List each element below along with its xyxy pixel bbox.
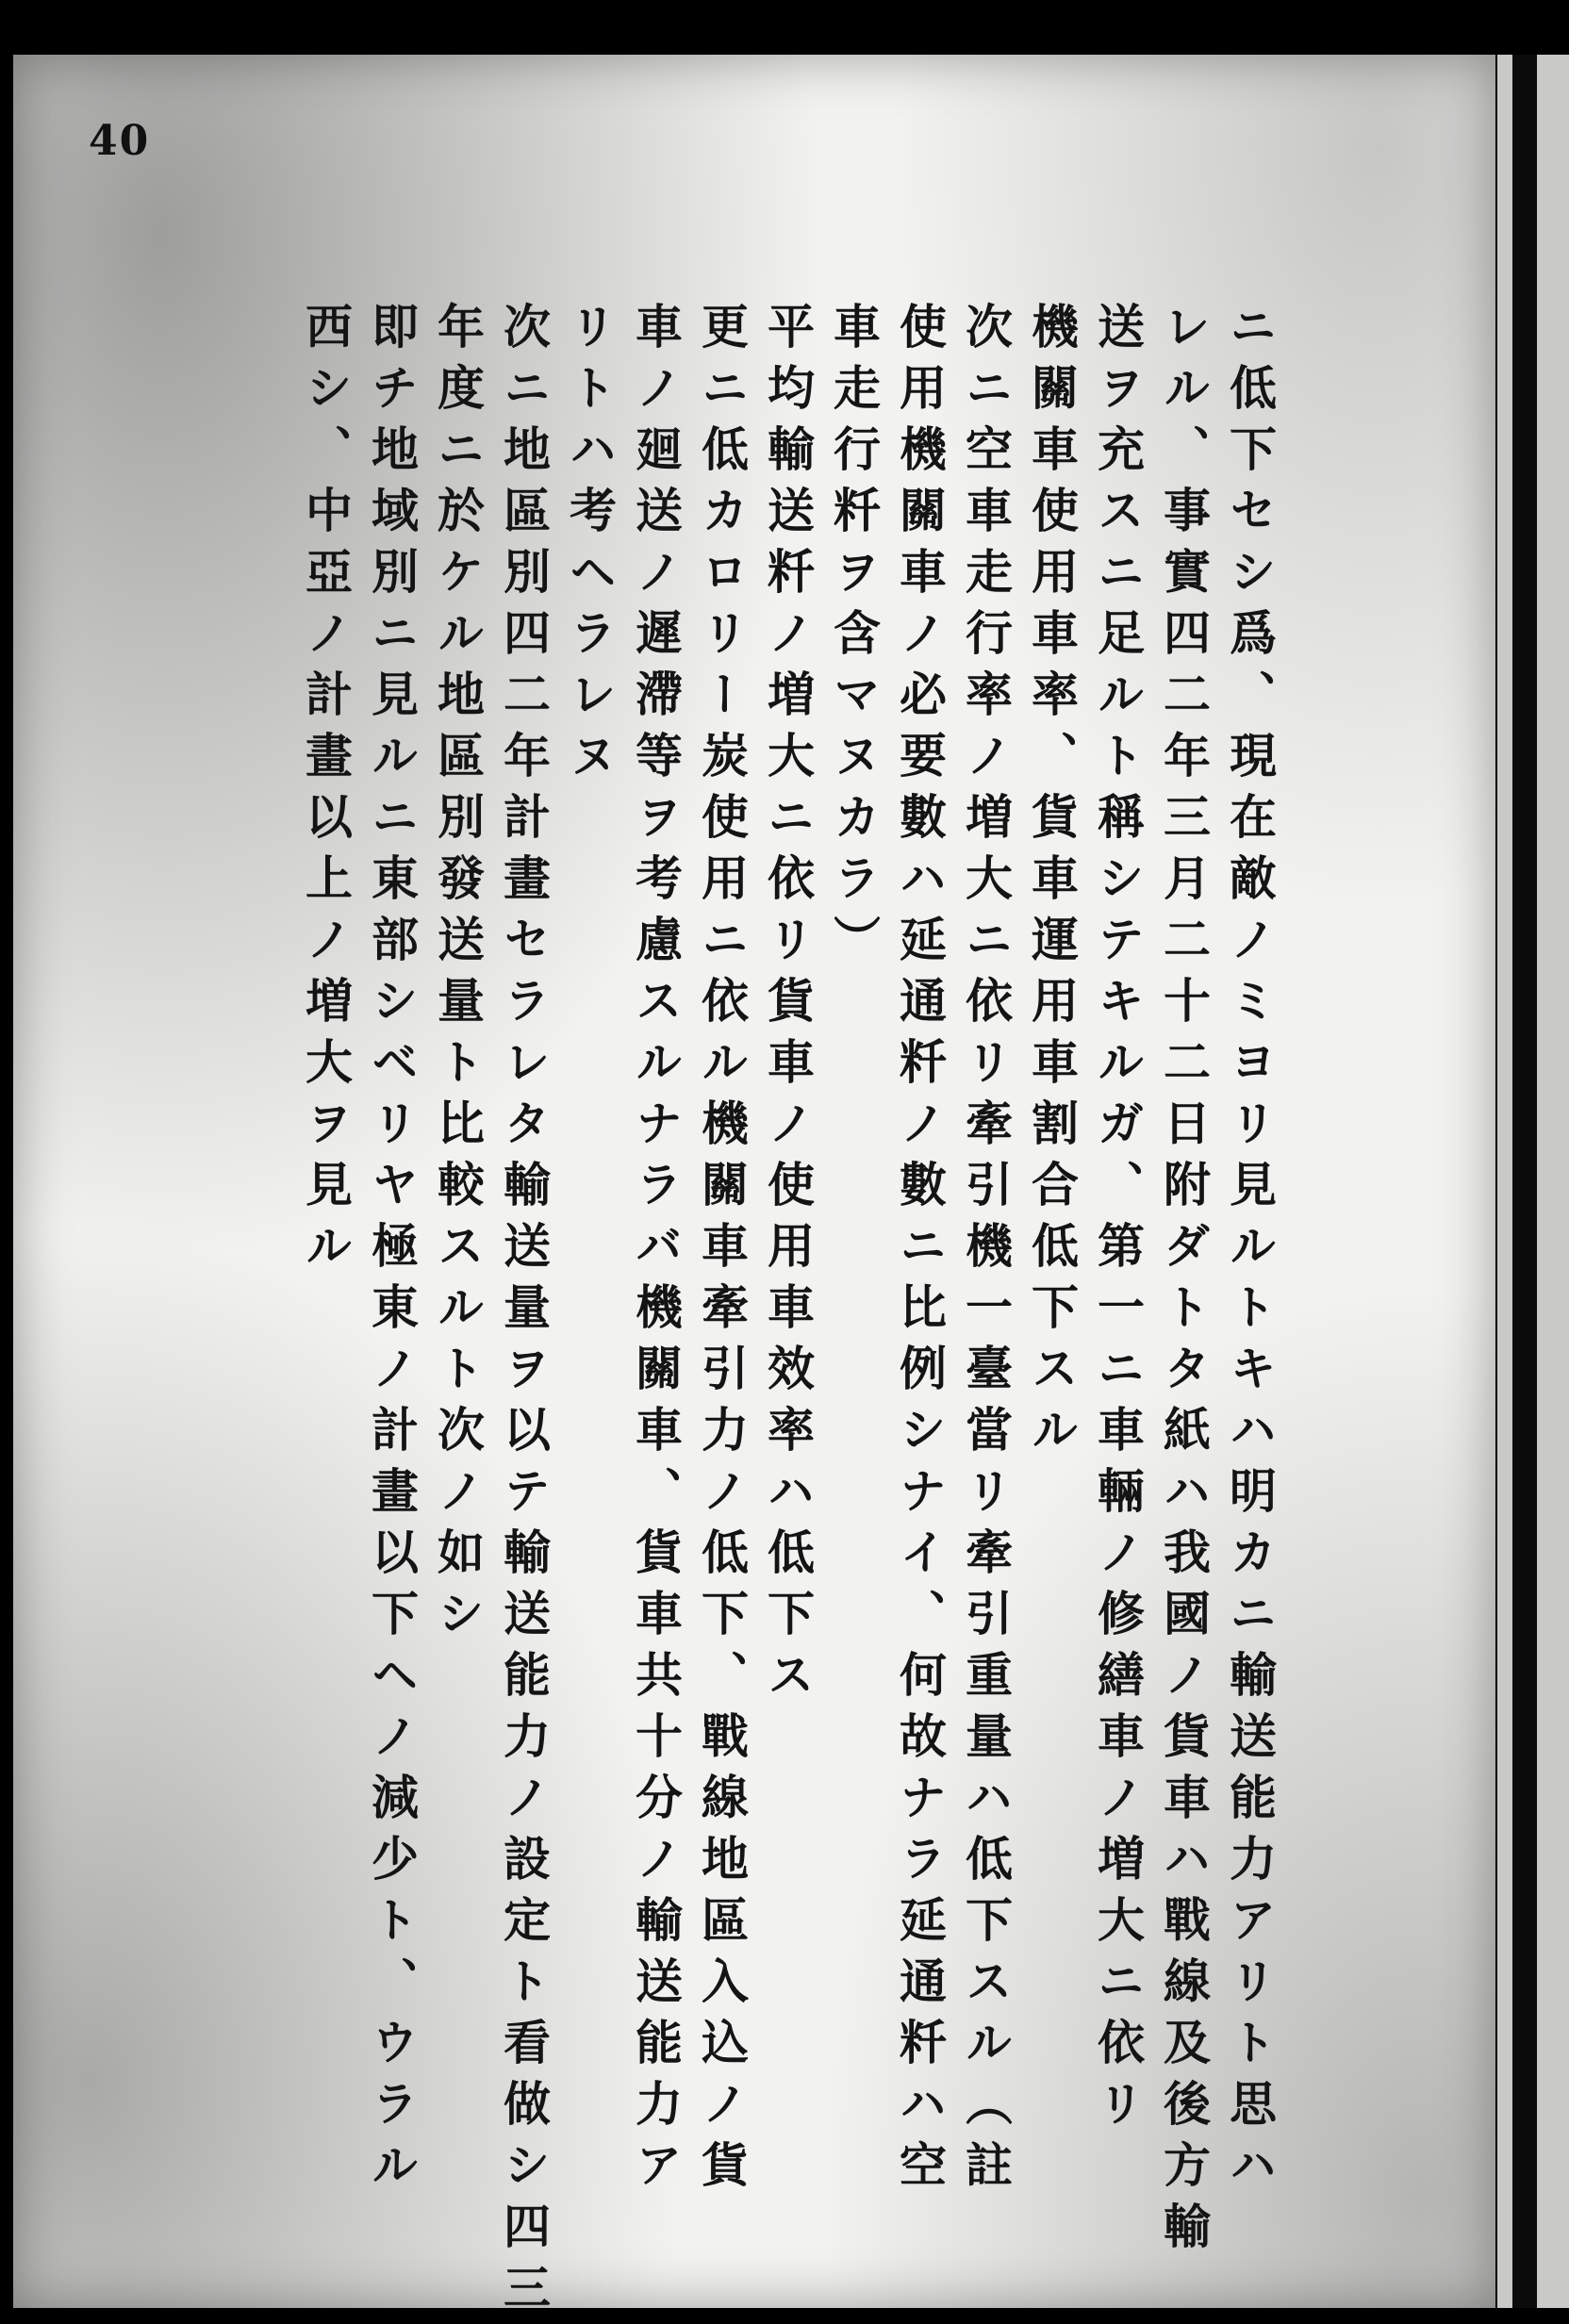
text-column-12: 次ニ地區別四二年計畫セラレタ輸送量ヲ以テ輸送能力ノ設定ト看做シ四三 — [496, 302, 552, 2324]
text-column-6: 使用機關車ノ必要數ハ延通粁ノ數ニ比例シナイ、何故ナラ延通粁ハ空 — [892, 302, 948, 2201]
text-column-7: 車走行粁ヲ含マヌカラ） — [826, 302, 882, 976]
text-column-8: 平均輸送粁ノ増大ニ依リ貨車ノ使用車效率ハ低下ス — [760, 302, 816, 1711]
page-number: 40 — [89, 117, 151, 165]
text-column-5: 次ニ空車走行率ノ増大ニ依リ牽引機一臺當リ牽引重量ハ低下スル（註 — [958, 302, 1014, 2201]
text-column-4: 機關車使用車率、貨車運用車割合低下スル — [1024, 302, 1080, 1466]
text-column-2: レル、事實四二年三月二十二日附ダトタ紙ハ我國ノ貨車ハ戰線及後方輸 — [1156, 302, 1212, 2263]
vertical-text-body — [179, 302, 1282, 2324]
text-column-11: リトハ考ヘラレヌ — [562, 302, 618, 792]
text-column-3: 送ヲ充スニ足ルト稱シテキルガ、第一ニ車輛ノ修繕車ノ増大ニ依リ — [1090, 302, 1146, 2140]
text-column-14: 即チ地域別ニ見ルニ東部シベリヤ極東ノ計畫以下ヘノ減少ト、ウラル — [364, 302, 420, 2201]
text-column-1: ニ低下セシ爲、現在敵ノミヨリ見ルトキハ明カニ輸送能力アリト思ハ — [1222, 302, 1278, 2201]
text-column-9: 更ニ低カロリー炭使用ニ依ル機關車牽引力ノ低下、戰線地區入込ノ貨 — [694, 302, 750, 2201]
text-column-13: 年度ニ於ケル地區別發送量ト比較スルト次ノ如シ — [430, 302, 486, 1650]
text-column-15: 西シ、中亞ノ計畫以上ノ増大ヲ見ル — [298, 302, 354, 1282]
text-column-10: 車ノ廻送ノ遲滯等ヲ考慮スルナラバ機關車、貨車共十分ノ輸送能力ア — [628, 302, 684, 2201]
book-spine-shadow — [1512, 55, 1537, 2308]
